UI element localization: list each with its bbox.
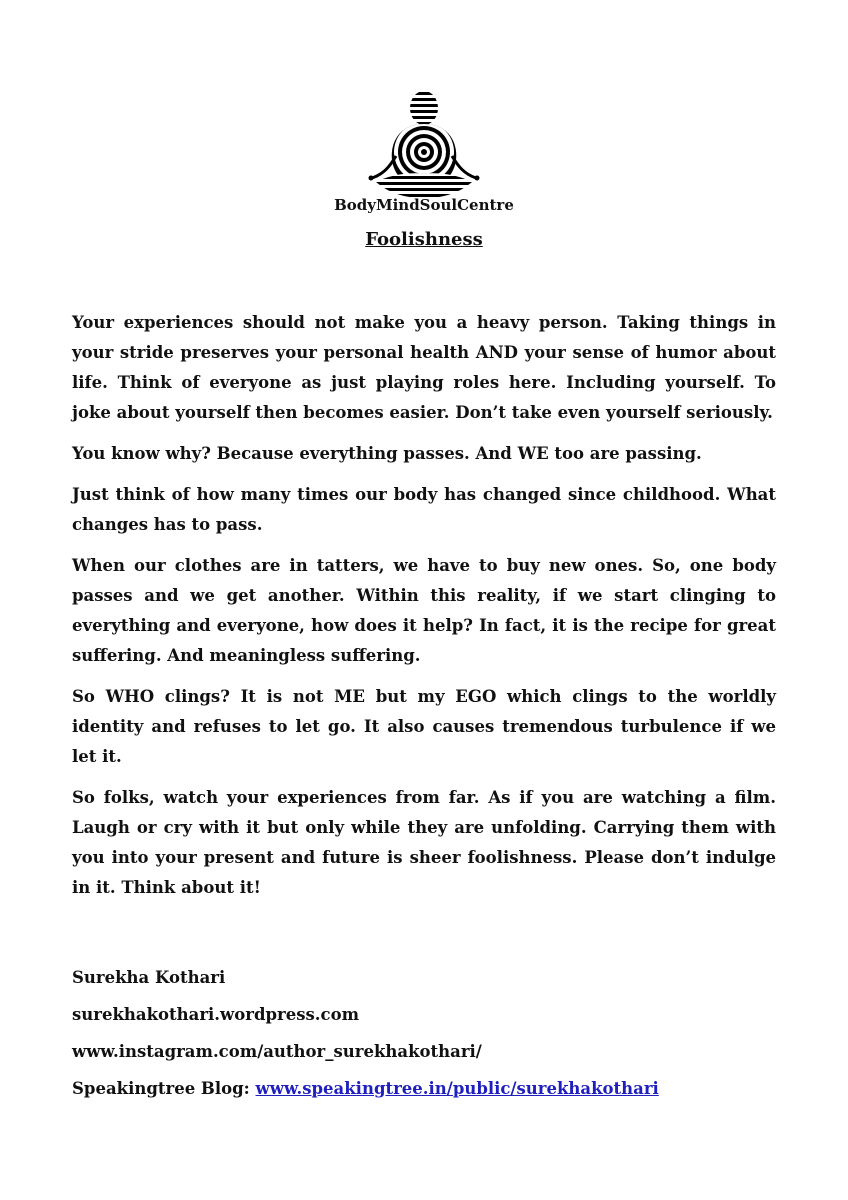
org-name: BodyMindSoulCentre [334,196,514,214]
instagram-handle: www.instagram.com/author_surekhakothari/ [72,1042,482,1061]
paragraph: So WHO clings? It is not ME but my EGO which clings to the worldly identity and refuses to let go. It also causes tremendous turbulence if we let it. [72,687,776,766]
paragraph: Your experiences should not make you a heavy person. Taking things in your stride preserves your personal health AND your sense of humor about life. Think of everyone as just playing roles here. Including yourself. To joke about yourself then becomes easier. Don’t take even yourself seriously. [72,313,776,422]
speakingtree-link[interactable]: www.speakingtree.in/public/surekhakothari [255,1079,659,1098]
paragraph: You know why? Because everything passes. And WE too are passing. [72,444,702,463]
speakingtree-label: Speakingtree Blog: [72,1079,250,1098]
paragraph: Just think of how many times our body has changed since childhood. What changes has to pass. [72,485,776,534]
wordpress-blog: surekhakothari.wordpress.com [72,1005,360,1024]
meditating-figure-logo-icon [362,90,486,202]
speakingtree-line [72,1077,776,1101]
paragraph: So folks, watch your experiences from far. As if you are watching a film. Laugh or cry with it but only while they are unfolding. Carrying them with you into your present and future is sheer foolishness. Please don’t indulge in it. Think about it! [72,788,776,897]
author-name: Surekha Kothari [72,968,226,987]
article-body [72,308,776,914]
page-title: Foolishness [365,229,483,250]
author-signature [72,966,776,1114]
paragraph: When our clothes are in tatters, we have to buy new ones. So, one body passes and we get another. Within this reality, if we start clinging to everything and everyone, how does it help? In fact, it is the recipe for great suffering. And meaningless suffering. [72,556,776,665]
